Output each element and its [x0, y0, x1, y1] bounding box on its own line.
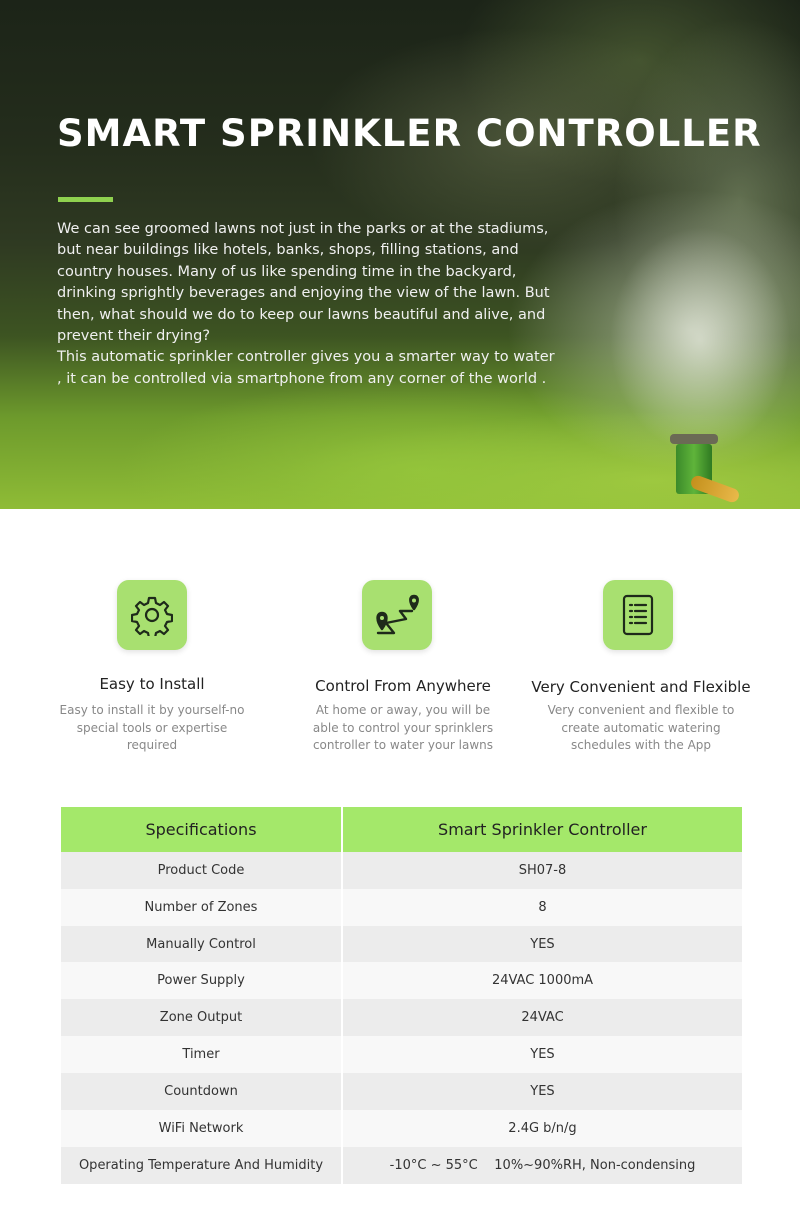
table-header-cell: Specifications [61, 807, 342, 852]
spec-value: SH07-8 [342, 852, 742, 889]
spec-label: Countdown [61, 1073, 342, 1110]
spec-label: Manually Control [61, 926, 342, 962]
specifications-table [61, 807, 742, 1184]
route-map-icon [362, 580, 432, 650]
table-header-row [61, 807, 742, 852]
table-row [61, 1073, 742, 1110]
table-row [61, 1147, 742, 1184]
spec-value: YES [342, 1073, 742, 1110]
table-row [61, 852, 742, 889]
spec-value: 8 [342, 889, 742, 926]
spec-label: Zone Output [61, 999, 342, 1036]
hero-paragraph-2: This automatic sprinkler controller gives you a smarter way to water , it can be controlled via smartphone from any corner of the world . [57, 349, 555, 387]
spec-value: YES [342, 926, 742, 962]
table-row [61, 999, 742, 1036]
hero-description [57, 219, 557, 390]
feature-convenient-flexible [521, 580, 761, 760]
spec-value: 2.4G b/n/g [342, 1110, 742, 1147]
spec-label: Number of Zones [61, 889, 342, 926]
page-title: SMART SPRINKLER CONTROLLER [57, 112, 762, 155]
feature-description: Easy to install it by yourself-no special tools or expertise required [59, 703, 245, 752]
spec-label: WiFi Network [61, 1110, 342, 1147]
gear-icon [117, 580, 187, 650]
feature-description: Very convenient and flexible to create automatic watering schedules with the App [547, 703, 735, 752]
sprinkler-spray [560, 220, 800, 450]
schedule-list-icon [603, 580, 673, 650]
feature-easy-install [32, 580, 272, 760]
feature-title: Easy to Install [99, 675, 205, 693]
table-row [61, 1036, 742, 1073]
spec-label: Operating Temperature And Humidity [61, 1147, 342, 1184]
spec-label: Power Supply [61, 962, 342, 999]
table-row [61, 889, 742, 926]
feature-control-anywhere [283, 580, 523, 760]
table-row [61, 962, 742, 999]
hero-banner [0, 0, 800, 509]
hero-paragraph-1: We can see groomed lawns not just in the parks or at the stadiums, but near buildings like hotels, banks, shops, filling stations, and country houses. Many of us like spending time in the backyard, drinking sprightly beverages and enjoying the view of the lawn. But then, what should we do to keep our lawns beautiful and alive, and prevent their drying? [57, 221, 550, 345]
table-row [61, 1110, 742, 1147]
feature-title: Very Convenient and Flexible [531, 678, 751, 696]
spec-value: 24VAC [342, 999, 742, 1036]
spec-label: Product Code [61, 852, 342, 889]
table-header-cell: Smart Sprinkler Controller [342, 807, 742, 852]
table-row [61, 926, 742, 962]
spec-value: -10°C ~ 55°C 10%~90%RH, Non-condensing [342, 1147, 742, 1184]
spec-value: 24VAC 1000mA [342, 962, 742, 999]
spec-value: YES [342, 1036, 742, 1073]
feature-title: Control From Anywhere [315, 677, 491, 695]
feature-description: At home or away, you will be able to control your sprinklers controller to water your lawns [312, 703, 494, 752]
spec-label: Timer [61, 1036, 342, 1073]
title-underline [58, 197, 113, 202]
